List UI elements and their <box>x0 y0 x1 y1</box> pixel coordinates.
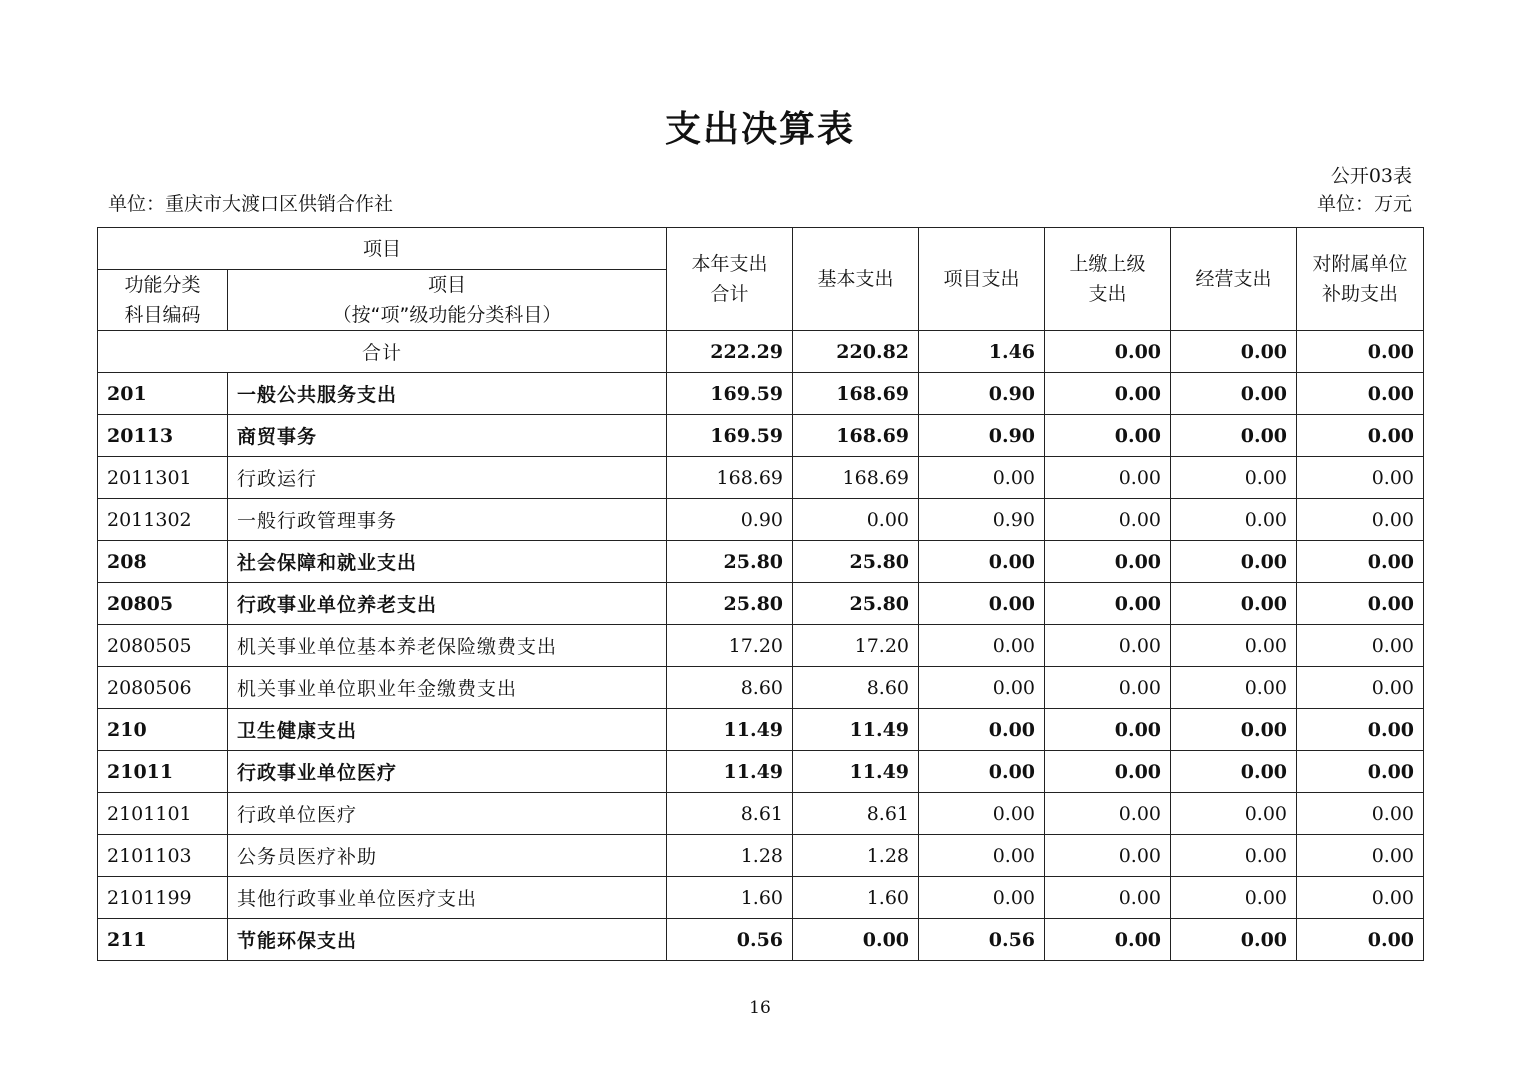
row-upper-value: 0.00 <box>1045 415 1171 457</box>
form-number: 公开03表 <box>1330 165 1412 187</box>
row-sub-value: 0.00 <box>1297 583 1424 625</box>
row-basic-value: 25.80 <box>793 583 919 625</box>
row-basic-value: 8.60 <box>793 667 919 709</box>
row-sub-value: 0.00 <box>1297 667 1424 709</box>
total-cell: 1.46 <box>919 331 1045 373</box>
row-upper-value: 0.00 <box>1045 625 1171 667</box>
row-oper-value: 0.00 <box>1171 919 1297 961</box>
row-oper-value: 0.00 <box>1171 499 1297 541</box>
row-code: 2011301 <box>98 457 228 499</box>
row-code: 21011 <box>98 751 228 793</box>
table-row <box>98 667 1424 709</box>
row-sub-value: 0.00 <box>1297 835 1424 877</box>
row-sub-value: 0.00 <box>1297 919 1424 961</box>
header-basic: 基本支出 <box>793 228 919 331</box>
row-total-value: 17.20 <box>667 625 793 667</box>
row-oper-value: 0.00 <box>1171 667 1297 709</box>
row-total-value: 11.49 <box>667 751 793 793</box>
row-name: 商贸事务 <box>228 415 667 457</box>
row-name: 行政运行 <box>228 457 667 499</box>
row-sub-value: 0.00 <box>1297 625 1424 667</box>
row-upper-value: 0.00 <box>1045 877 1171 919</box>
row-basic-value: 0.00 <box>793 499 919 541</box>
table-row <box>98 415 1424 457</box>
row-basic-value: 8.61 <box>793 793 919 835</box>
row-oper-value: 0.00 <box>1171 583 1297 625</box>
total-row <box>98 331 1424 373</box>
row-proj-value: 0.90 <box>919 415 1045 457</box>
currency-unit: 单位：万元 <box>1316 193 1412 215</box>
row-sub-value: 0.00 <box>1297 709 1424 751</box>
row-oper-value: 0.00 <box>1171 709 1297 751</box>
table-row <box>98 793 1424 835</box>
row-oper-value: 0.00 <box>1171 835 1297 877</box>
row-name: 机关事业单位基本养老保险缴费支出 <box>228 625 667 667</box>
total-cell: 0.00 <box>1297 331 1424 373</box>
row-oper-value: 0.00 <box>1171 373 1297 415</box>
row-proj-value: 0.56 <box>919 919 1045 961</box>
row-oper-value: 0.00 <box>1171 793 1297 835</box>
row-sub-value: 0.00 <box>1297 415 1424 457</box>
row-proj-value: 0.00 <box>919 457 1045 499</box>
row-basic-value: 0.00 <box>793 919 919 961</box>
row-code: 2011302 <box>98 499 228 541</box>
header-total: 本年支出 合计 <box>667 228 793 331</box>
row-proj-value: 0.90 <box>919 373 1045 415</box>
row-upper-value: 0.00 <box>1045 541 1171 583</box>
table-row <box>98 625 1424 667</box>
row-code: 2101199 <box>98 877 228 919</box>
row-code: 201 <box>98 373 228 415</box>
row-name: 行政事业单位养老支出 <box>228 583 667 625</box>
row-code: 20805 <box>98 583 228 625</box>
row-sub-value: 0.00 <box>1297 373 1424 415</box>
row-upper-value: 0.00 <box>1045 709 1171 751</box>
page-title: 支出决算表 <box>664 109 855 150</box>
row-total-value: 169.59 <box>667 373 793 415</box>
row-proj-value: 0.00 <box>919 667 1045 709</box>
row-proj-value: 0.90 <box>919 499 1045 541</box>
row-total-value: 8.61 <box>667 793 793 835</box>
row-sub-value: 0.00 <box>1297 877 1424 919</box>
header-project: 项目 <box>98 228 667 270</box>
row-proj-value: 0.00 <box>919 751 1045 793</box>
row-total-value: 25.80 <box>667 541 793 583</box>
row-basic-value: 17.20 <box>793 625 919 667</box>
row-name: 行政事业单位医疗 <box>228 751 667 793</box>
row-basic-value: 168.69 <box>793 415 919 457</box>
row-name: 其他行政事业单位医疗支出 <box>228 877 667 919</box>
row-upper-value: 0.00 <box>1045 583 1171 625</box>
row-basic-value: 25.80 <box>793 541 919 583</box>
header-name: 项目 （按“项”级功能分类科目） <box>228 270 667 331</box>
row-name: 机关事业单位职业年金缴费支出 <box>228 667 667 709</box>
row-code: 211 <box>98 919 228 961</box>
table-row <box>98 709 1424 751</box>
row-name: 卫生健康支出 <box>228 709 667 751</box>
row-upper-value: 0.00 <box>1045 373 1171 415</box>
total-cell: 0.00 <box>1045 331 1171 373</box>
row-oper-value: 0.00 <box>1171 541 1297 583</box>
total-cell: 222.29 <box>667 331 793 373</box>
row-proj-value: 0.00 <box>919 793 1045 835</box>
row-sub-value: 0.00 <box>1297 541 1424 583</box>
row-basic-value: 1.60 <box>793 877 919 919</box>
row-proj-value: 0.00 <box>919 877 1045 919</box>
row-proj-value: 0.00 <box>919 835 1045 877</box>
row-code: 2101101 <box>98 793 228 835</box>
row-code: 20113 <box>98 415 228 457</box>
header-project-expenditure: 项目支出 <box>919 228 1045 331</box>
row-name: 节能环保支出 <box>228 919 667 961</box>
row-sub-value: 0.00 <box>1297 499 1424 541</box>
total-cell: 220.82 <box>793 331 919 373</box>
table-row <box>98 541 1424 583</box>
row-total-value: 168.69 <box>667 457 793 499</box>
page-number: 16 <box>749 998 771 1018</box>
row-total-value: 8.60 <box>667 667 793 709</box>
table-row <box>98 499 1424 541</box>
table-row <box>98 835 1424 877</box>
table-row <box>98 457 1424 499</box>
organization-unit: 单位：重庆市大渡口区供销合作社 <box>108 193 394 215</box>
table-row <box>98 919 1424 961</box>
row-basic-value: 11.49 <box>793 751 919 793</box>
header-upper: 上缴上级 支出 <box>1045 228 1171 331</box>
table-row <box>98 373 1424 415</box>
row-upper-value: 0.00 <box>1045 919 1171 961</box>
header-row-1 <box>98 228 1424 270</box>
header-code: 功能分类 科目编码 <box>98 270 228 331</box>
row-upper-value: 0.00 <box>1045 751 1171 793</box>
row-total-value: 169.59 <box>667 415 793 457</box>
row-proj-value: 0.00 <box>919 709 1045 751</box>
row-basic-value: 11.49 <box>793 709 919 751</box>
header-operating: 经营支出 <box>1171 228 1297 331</box>
row-total-value: 1.60 <box>667 877 793 919</box>
row-code: 2101103 <box>98 835 228 877</box>
row-code: 2080505 <box>98 625 228 667</box>
row-upper-value: 0.00 <box>1045 499 1171 541</box>
row-basic-value: 1.28 <box>793 835 919 877</box>
header-subsidy: 对附属单位 补助支出 <box>1297 228 1424 331</box>
row-proj-value: 0.00 <box>919 583 1045 625</box>
row-name: 一般行政管理事务 <box>228 499 667 541</box>
table-row <box>98 583 1424 625</box>
row-name: 公务员医疗补助 <box>228 835 667 877</box>
row-upper-value: 0.00 <box>1045 835 1171 877</box>
table-row <box>98 751 1424 793</box>
row-oper-value: 0.00 <box>1171 457 1297 499</box>
row-sub-value: 0.00 <box>1297 793 1424 835</box>
row-total-value: 11.49 <box>667 709 793 751</box>
row-sub-value: 0.00 <box>1297 751 1424 793</box>
row-upper-value: 0.00 <box>1045 793 1171 835</box>
row-code: 208 <box>98 541 228 583</box>
row-proj-value: 0.00 <box>919 541 1045 583</box>
row-oper-value: 0.00 <box>1171 625 1297 667</box>
row-name: 社会保障和就业支出 <box>228 541 667 583</box>
row-upper-value: 0.00 <box>1045 457 1171 499</box>
row-basic-value: 168.69 <box>793 373 919 415</box>
row-code: 2080506 <box>98 667 228 709</box>
row-proj-value: 0.00 <box>919 625 1045 667</box>
row-total-value: 0.90 <box>667 499 793 541</box>
row-name: 行政单位医疗 <box>228 793 667 835</box>
row-basic-value: 168.69 <box>793 457 919 499</box>
row-sub-value: 0.00 <box>1297 457 1424 499</box>
row-oper-value: 0.00 <box>1171 877 1297 919</box>
row-oper-value: 0.00 <box>1171 415 1297 457</box>
row-total-value: 1.28 <box>667 835 793 877</box>
table-row <box>98 877 1424 919</box>
total-label: 合计 <box>98 331 667 373</box>
row-code: 210 <box>98 709 228 751</box>
row-oper-value: 0.00 <box>1171 751 1297 793</box>
total-cell: 0.00 <box>1171 331 1297 373</box>
row-total-value: 25.80 <box>667 583 793 625</box>
row-name: 一般公共服务支出 <box>228 373 667 415</box>
row-total-value: 0.56 <box>667 919 793 961</box>
expenditure-table <box>97 227 1424 961</box>
row-upper-value: 0.00 <box>1045 667 1171 709</box>
